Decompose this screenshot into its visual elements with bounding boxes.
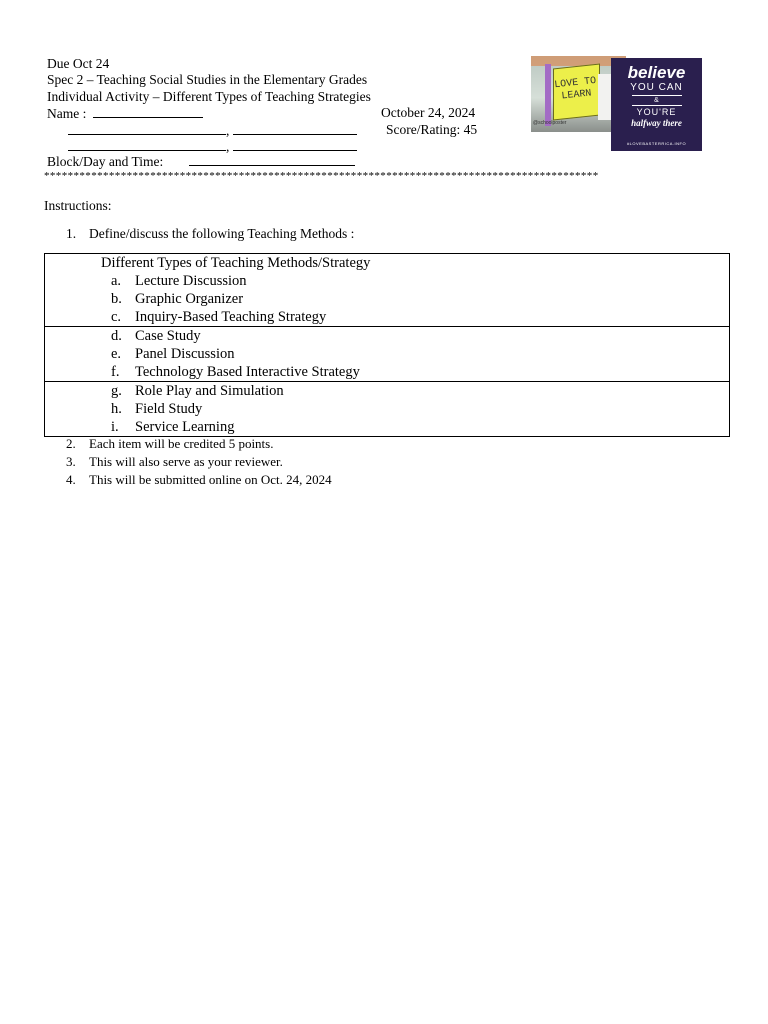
item-label: a. — [111, 273, 122, 289]
instruction-item-1 — [66, 226, 354, 242]
blank-line — [233, 122, 357, 135]
name-blank — [93, 105, 203, 118]
image-credit: @schoolposter — [533, 120, 567, 126]
instruction-text: Define/discuss the following Teaching Methods : — [89, 226, 355, 241]
poster-ampersand: & — [654, 97, 659, 104]
block-blank — [189, 153, 355, 166]
poster-youre-text: YOU'RE — [636, 107, 677, 117]
table-heading: Different Types of Teaching Methods/Strategy — [101, 255, 371, 271]
list-item — [66, 453, 332, 471]
poster-you-can-text: YOU CAN — [630, 82, 683, 93]
table-row — [45, 418, 729, 436]
table-row — [45, 272, 729, 290]
table-row — [45, 345, 729, 363]
list-number: 4. — [66, 472, 76, 487]
list-text: This will also serve as your reviewer. — [89, 454, 283, 469]
table-section-2 — [45, 327, 729, 382]
table-row — [45, 327, 729, 345]
separator-line: ********************************************************************************************** — [44, 170, 599, 182]
name-row — [47, 105, 203, 122]
teaching-methods-table — [44, 253, 730, 437]
date-text: October 24, 2024 — [381, 105, 476, 120]
item-text: Lecture Discussion — [135, 273, 247, 289]
blank-line — [68, 138, 226, 151]
table-section-3 — [45, 382, 729, 436]
item-text: Graphic Organizer — [135, 291, 244, 307]
table-row — [45, 382, 729, 400]
item-text: Service Learning — [135, 419, 235, 435]
block-label: Block/Day and Time: — [47, 154, 164, 169]
table-row — [45, 308, 729, 326]
blank-line — [233, 138, 357, 151]
item-text: Field Study — [135, 401, 203, 417]
list-number: 1. — [66, 226, 77, 241]
item-text: Panel Discussion — [135, 346, 235, 362]
love-to-learn-text-2: LEARN — [561, 88, 593, 103]
score-rating-text: Score/Rating: 45 — [386, 122, 478, 137]
list-item — [66, 471, 332, 489]
item-label: d. — [111, 328, 122, 344]
item-label: e. — [111, 346, 122, 362]
item-text: Case Study — [135, 328, 201, 344]
table-row — [45, 290, 729, 308]
notes-list — [66, 435, 332, 489]
table-row — [45, 363, 729, 381]
course-title: Spec 2 – Teaching Social Studies in the Elementary Grades — [47, 72, 368, 87]
list-text: This will be submitted online on Oct. 24, 2024 — [89, 472, 332, 487]
name-label: Name : — [47, 106, 87, 121]
due-date-text: Due Oct 24 — [47, 56, 110, 71]
list-number: 2. — [66, 436, 76, 451]
poster-believe-text: believe — [627, 63, 686, 82]
table-section-1 — [45, 254, 729, 327]
item-label: f. — [111, 364, 120, 380]
name-blank-row-3: , — [68, 138, 357, 155]
item-label: h. — [111, 401, 122, 417]
item-text: Role Play and Simulation — [135, 383, 284, 399]
list-number: 3. — [66, 454, 76, 469]
love-to-learn-text-1: LOVE TO — [553, 75, 597, 92]
name-blank-row-2: , — [68, 122, 357, 139]
poster-halfway-text: halfway there — [631, 118, 682, 128]
item-text: Inquiry-Based Teaching Strategy — [135, 309, 327, 325]
blank-line — [68, 122, 226, 135]
activity-title: Individual Activity – Different Types of Teaching Strategies — [47, 89, 371, 104]
believe-poster-image — [611, 58, 702, 151]
table-row — [45, 400, 729, 418]
item-text: Technology Based Interactive Strategy — [135, 364, 360, 380]
list-item — [66, 435, 332, 453]
instructions-title: Instructions: — [44, 198, 112, 213]
list-text: Each item will be credited 5 points. — [89, 436, 274, 451]
item-label: i. — [111, 419, 119, 435]
poster-footer: #LOVEBASTERRICA.INFO — [626, 141, 687, 146]
item-label: c. — [111, 309, 122, 325]
item-label: b. — [111, 291, 122, 307]
item-label: g. — [111, 383, 122, 399]
